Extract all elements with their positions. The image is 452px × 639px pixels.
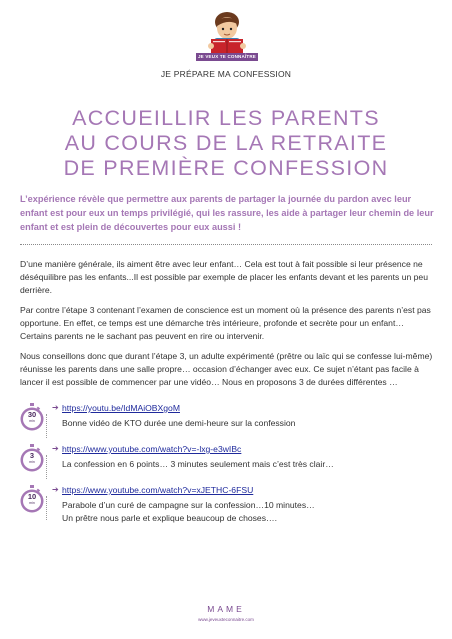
title-line-1: ACCUEILLIR LES PARENTS bbox=[72, 106, 380, 130]
video-duration: 30 bbox=[27, 410, 37, 419]
page-title bbox=[40, 106, 412, 181]
title-line-3: DE PREMIÈRE CONFESSION bbox=[63, 156, 389, 180]
page-subtitle: JE PRÉPARE MA CONFESSION bbox=[160, 69, 292, 79]
video-item bbox=[20, 402, 436, 438]
video-duration-unit: min bbox=[29, 419, 35, 423]
video-link[interactable]: https://www.youtube.com/watch?v=-lxg-e3wIBc bbox=[62, 444, 242, 454]
video-description-line: La confession en 6 points… 3 minutes seulement mais c’est très clair… bbox=[62, 459, 334, 469]
video-duration-unit: min bbox=[29, 460, 35, 464]
intro-paragraph: L’expérience révèle que permettre aux parents de partager la journée du pardon avec leur enfant est pour eux un temps privilégié, qui les rassure, les aide à partager leur chemin de leur enfant et est plein de découvertes pour eux aussi ! bbox=[20, 194, 434, 232]
video-duration: 10 bbox=[27, 492, 37, 501]
video-description bbox=[62, 417, 295, 430]
dotted-connector bbox=[46, 414, 47, 438]
mascot-banner: JE VEUX TE CONNAÎTRE bbox=[197, 54, 256, 59]
arrow-right-icon: ➔ bbox=[52, 444, 59, 453]
dotted-connector bbox=[46, 455, 47, 479]
video-description bbox=[62, 458, 334, 471]
body-paragraph-1: D’une manière générale, ils aiment être avec leur enfant… Cela est tout à fait possible si leur présence ne déséquilibre pas les enfants...Il est possible par exemple de placer les enfants devant et les parents un peu derrière. bbox=[20, 259, 428, 295]
video-link[interactable]: https://www.youtube.com/watch?v=xJETHC-6FSU bbox=[62, 485, 254, 495]
title-line-2: AU COURS DE LA RETRAITE bbox=[64, 131, 388, 155]
video-item bbox=[20, 484, 436, 523]
footer-url: www.jeveuxteconnaitre.com bbox=[198, 617, 254, 622]
video-duration-unit: min bbox=[29, 501, 35, 505]
video-item bbox=[20, 443, 436, 479]
arrow-right-icon: ➔ bbox=[52, 403, 59, 412]
body-paragraph-2: Par contre l’étape 3 contenant l’examen de conscience est un moment où la présence des parents n’est pas opportune. En effet, ce temps est une démarche très intérieure, profonde et secrète pour un enfant… Certains parents ne le sachant pas peuvent en rire ou intervenir. bbox=[20, 305, 431, 341]
video-description-line: Parabole d’un curé de campagne sur la confession…10 minutes… bbox=[62, 500, 315, 510]
dotted-divider bbox=[20, 244, 432, 245]
body-text bbox=[20, 258, 436, 396]
publisher-logo: MAME bbox=[207, 604, 245, 614]
video-link[interactable]: https://youtu.be/IdMAiOBXgoM bbox=[62, 403, 180, 413]
dotted-connector bbox=[46, 496, 47, 520]
body-paragraph-3: Nous conseillons donc que durant l’étape 3, un adulte expérimenté (prêtre ou laïc qui se confesse lui-même) réunisse les parents dans une salle propre… occasion d’échanger avec eux. Ce sujet n’étant pas facile à lancer il est possible de commencer par une vidéo… Nous en proposons 3 de durées différentes … bbox=[20, 351, 433, 387]
video-duration: 3 bbox=[29, 451, 35, 460]
video-description-line: Bonne vidéo de KTO durée une demi-heure sur la confession bbox=[62, 418, 296, 428]
video-description-line: Un prêtre nous parle et explique beaucoup de choses…. bbox=[62, 513, 277, 523]
video-description bbox=[62, 499, 315, 525]
arrow-right-icon: ➔ bbox=[52, 485, 59, 494]
